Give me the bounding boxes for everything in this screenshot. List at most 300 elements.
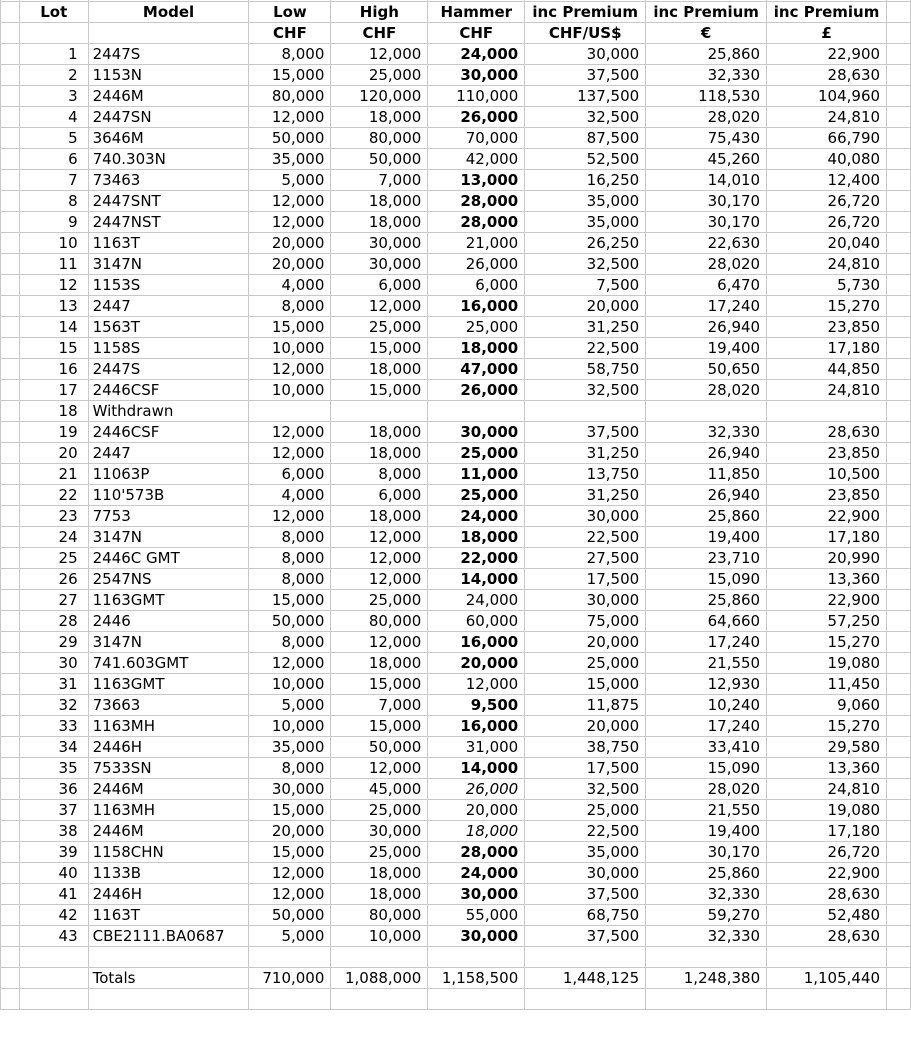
- premium-eur[interactable]: 15,090: [646, 569, 767, 590]
- low-estimate[interactable]: 20,000: [249, 821, 331, 842]
- high-estimate[interactable]: 18,000: [331, 653, 428, 674]
- high-estimate[interactable]: 12,000: [331, 548, 428, 569]
- high-estimate[interactable]: 18,000: [331, 506, 428, 527]
- model-cell[interactable]: 1163T: [88, 233, 249, 254]
- low-estimate[interactable]: 12,000: [249, 107, 331, 128]
- lot-number[interactable]: 34: [19, 737, 88, 758]
- premium-chf[interactable]: 38,750: [525, 737, 646, 758]
- empty-cell[interactable]: [887, 653, 911, 674]
- premium-gbp[interactable]: 23,850: [767, 443, 887, 464]
- high-estimate[interactable]: 15,000: [331, 338, 428, 359]
- lot-number[interactable]: 36: [19, 779, 88, 800]
- empty-cell[interactable]: [887, 758, 911, 779]
- lot-number[interactable]: 31: [19, 674, 88, 695]
- low-estimate[interactable]: 10,000: [249, 380, 331, 401]
- premium-eur[interactable]: [646, 401, 767, 422]
- empty-cell[interactable]: [88, 947, 249, 968]
- lot-number[interactable]: 12: [19, 275, 88, 296]
- model-cell[interactable]: 1153S: [88, 275, 249, 296]
- model-cell[interactable]: 1163T: [88, 905, 249, 926]
- high-estimate[interactable]: 12,000: [331, 569, 428, 590]
- premium-gbp[interactable]: 17,180: [767, 527, 887, 548]
- model-cell[interactable]: 1158CHN: [88, 842, 249, 863]
- lot-number[interactable]: 8: [19, 191, 88, 212]
- empty-cell[interactable]: [1, 842, 20, 863]
- premium-eur[interactable]: 64,660: [646, 611, 767, 632]
- column-header[interactable]: inc Premium: [525, 2, 646, 23]
- column-header[interactable]: [19, 23, 88, 44]
- empty-cell[interactable]: [19, 947, 88, 968]
- premium-gbp[interactable]: 52,480: [767, 905, 887, 926]
- low-estimate[interactable]: 4,000: [249, 485, 331, 506]
- premium-gbp[interactable]: 28,630: [767, 65, 887, 86]
- empty-cell[interactable]: [19, 989, 88, 1010]
- empty-cell[interactable]: [887, 674, 911, 695]
- high-estimate[interactable]: 80,000: [331, 128, 428, 149]
- lot-number[interactable]: 35: [19, 758, 88, 779]
- premium-chf[interactable]: 22,500: [525, 338, 646, 359]
- premium-gbp[interactable]: 44,850: [767, 359, 887, 380]
- lot-number[interactable]: 23: [19, 506, 88, 527]
- model-cell[interactable]: 1153N: [88, 65, 249, 86]
- high-estimate[interactable]: 120,000: [331, 86, 428, 107]
- low-estimate[interactable]: 12,000: [249, 212, 331, 233]
- premium-chf[interactable]: 35,000: [525, 212, 646, 233]
- empty-cell[interactable]: [887, 569, 911, 590]
- low-estimate[interactable]: [249, 401, 331, 422]
- empty-cell[interactable]: [887, 275, 911, 296]
- empty-cell[interactable]: [1, 737, 20, 758]
- model-cell[interactable]: CBE2111.BA0687: [88, 926, 249, 947]
- empty-cell[interactable]: [887, 737, 911, 758]
- model-cell[interactable]: 2447NST: [88, 212, 249, 233]
- total-low[interactable]: 710,000: [249, 968, 331, 989]
- empty-cell[interactable]: [331, 947, 428, 968]
- premium-chf[interactable]: 22,500: [525, 527, 646, 548]
- low-estimate[interactable]: 10,000: [249, 338, 331, 359]
- empty-cell[interactable]: [887, 947, 911, 968]
- premium-gbp[interactable]: 22,900: [767, 863, 887, 884]
- empty-cell[interactable]: [1, 716, 20, 737]
- premium-eur[interactable]: 32,330: [646, 884, 767, 905]
- model-cell[interactable]: 11063P: [88, 464, 249, 485]
- empty-cell[interactable]: [1, 590, 20, 611]
- model-cell[interactable]: 2447S: [88, 44, 249, 65]
- high-estimate[interactable]: 18,000: [331, 443, 428, 464]
- premium-gbp[interactable]: 20,040: [767, 233, 887, 254]
- empty-cell[interactable]: [1, 779, 20, 800]
- premium-eur[interactable]: 28,020: [646, 380, 767, 401]
- hammer-price[interactable]: 24,000: [428, 590, 525, 611]
- lot-number[interactable]: 19: [19, 422, 88, 443]
- low-estimate[interactable]: 8,000: [249, 548, 331, 569]
- empty-cell[interactable]: [887, 989, 911, 1010]
- hammer-price[interactable]: 13,000: [428, 170, 525, 191]
- low-estimate[interactable]: 30,000: [249, 779, 331, 800]
- column-header[interactable]: inc Premium: [767, 2, 887, 23]
- premium-chf[interactable]: 15,000: [525, 674, 646, 695]
- high-estimate[interactable]: 25,000: [331, 590, 428, 611]
- high-estimate[interactable]: 8,000: [331, 464, 428, 485]
- premium-eur[interactable]: 22,630: [646, 233, 767, 254]
- premium-gbp[interactable]: 15,270: [767, 716, 887, 737]
- model-cell[interactable]: 2447SNT: [88, 191, 249, 212]
- high-estimate[interactable]: 80,000: [331, 611, 428, 632]
- empty-cell[interactable]: [1, 422, 20, 443]
- empty-cell[interactable]: [1, 128, 20, 149]
- model-cell[interactable]: Withdrawn: [88, 401, 249, 422]
- lot-number[interactable]: 28: [19, 611, 88, 632]
- empty-cell[interactable]: [887, 695, 911, 716]
- low-estimate[interactable]: 35,000: [249, 737, 331, 758]
- premium-chf[interactable]: 52,500: [525, 149, 646, 170]
- empty-cell[interactable]: [887, 86, 911, 107]
- empty-cell[interactable]: [1, 485, 20, 506]
- premium-gbp[interactable]: 104,960: [767, 86, 887, 107]
- high-estimate[interactable]: 6,000: [331, 485, 428, 506]
- hammer-price[interactable]: 16,000: [428, 296, 525, 317]
- empty-cell[interactable]: [887, 779, 911, 800]
- total-premium-gbp[interactable]: 1,105,440: [767, 968, 887, 989]
- model-cell[interactable]: 2447SN: [88, 107, 249, 128]
- lot-number[interactable]: 20: [19, 443, 88, 464]
- low-estimate[interactable]: 5,000: [249, 695, 331, 716]
- premium-chf[interactable]: 30,000: [525, 44, 646, 65]
- model-cell[interactable]: 1163MH: [88, 800, 249, 821]
- premium-eur[interactable]: 14,010: [646, 170, 767, 191]
- premium-gbp[interactable]: [767, 401, 887, 422]
- empty-cell[interactable]: [1, 821, 20, 842]
- low-estimate[interactable]: 15,000: [249, 317, 331, 338]
- premium-chf[interactable]: 7,500: [525, 275, 646, 296]
- empty-cell[interactable]: [1, 674, 20, 695]
- low-estimate[interactable]: 12,000: [249, 191, 331, 212]
- hammer-price[interactable]: 110,000: [428, 86, 525, 107]
- hammer-price[interactable]: 28,000: [428, 212, 525, 233]
- premium-gbp[interactable]: 22,900: [767, 590, 887, 611]
- column-header[interactable]: [88, 23, 249, 44]
- high-estimate[interactable]: 10,000: [331, 926, 428, 947]
- premium-gbp[interactable]: 22,900: [767, 44, 887, 65]
- low-estimate[interactable]: 8,000: [249, 527, 331, 548]
- empty-cell[interactable]: [887, 506, 911, 527]
- model-cell[interactable]: 3147N: [88, 632, 249, 653]
- premium-gbp[interactable]: 20,990: [767, 548, 887, 569]
- premium-eur[interactable]: 25,860: [646, 590, 767, 611]
- model-cell[interactable]: 2446H: [88, 884, 249, 905]
- low-estimate[interactable]: 12,000: [249, 422, 331, 443]
- empty-cell[interactable]: [1, 338, 20, 359]
- hammer-price[interactable]: 60,000: [428, 611, 525, 632]
- empty-cell[interactable]: [887, 212, 911, 233]
- empty-cell[interactable]: [428, 947, 525, 968]
- premium-eur[interactable]: 6,470: [646, 275, 767, 296]
- empty-cell[interactable]: [428, 989, 525, 1010]
- premium-eur[interactable]: 50,650: [646, 359, 767, 380]
- empty-cell[interactable]: [1, 527, 20, 548]
- premium-eur[interactable]: 25,860: [646, 506, 767, 527]
- low-estimate[interactable]: 12,000: [249, 506, 331, 527]
- empty-cell[interactable]: [331, 989, 428, 1010]
- lot-number[interactable]: 14: [19, 317, 88, 338]
- premium-gbp[interactable]: 24,810: [767, 107, 887, 128]
- hammer-price[interactable]: 26,000: [428, 107, 525, 128]
- lot-number[interactable]: 18: [19, 401, 88, 422]
- hammer-price[interactable]: 24,000: [428, 44, 525, 65]
- hammer-price[interactable]: 31,000: [428, 737, 525, 758]
- premium-eur[interactable]: 75,430: [646, 128, 767, 149]
- hammer-price[interactable]: 12,000: [428, 674, 525, 695]
- premium-eur[interactable]: 32,330: [646, 926, 767, 947]
- model-cell[interactable]: 2447: [88, 443, 249, 464]
- lot-number[interactable]: 24: [19, 527, 88, 548]
- empty-cell[interactable]: [887, 296, 911, 317]
- lot-number[interactable]: 15: [19, 338, 88, 359]
- high-estimate[interactable]: 18,000: [331, 191, 428, 212]
- model-cell[interactable]: 1163GMT: [88, 674, 249, 695]
- high-estimate[interactable]: 12,000: [331, 632, 428, 653]
- premium-gbp[interactable]: 24,810: [767, 254, 887, 275]
- model-cell[interactable]: 2446C GMT: [88, 548, 249, 569]
- empty-cell[interactable]: [1, 23, 20, 44]
- empty-cell[interactable]: [1, 758, 20, 779]
- model-cell[interactable]: 3646M: [88, 128, 249, 149]
- model-cell[interactable]: 2446M: [88, 779, 249, 800]
- low-estimate[interactable]: 8,000: [249, 569, 331, 590]
- low-estimate[interactable]: 12,000: [249, 443, 331, 464]
- low-estimate[interactable]: 12,000: [249, 884, 331, 905]
- model-cell[interactable]: 73463: [88, 170, 249, 191]
- premium-gbp[interactable]: 9,060: [767, 695, 887, 716]
- empty-cell[interactable]: [887, 149, 911, 170]
- high-estimate[interactable]: 18,000: [331, 884, 428, 905]
- high-estimate[interactable]: 15,000: [331, 716, 428, 737]
- column-header[interactable]: CHF: [249, 23, 331, 44]
- empty-cell[interactable]: [887, 170, 911, 191]
- low-estimate[interactable]: 20,000: [249, 254, 331, 275]
- empty-cell[interactable]: [1, 107, 20, 128]
- total-high[interactable]: 1,088,000: [331, 968, 428, 989]
- empty-cell[interactable]: [887, 359, 911, 380]
- lot-number[interactable]: 1: [19, 44, 88, 65]
- premium-gbp[interactable]: 15,270: [767, 296, 887, 317]
- empty-cell[interactable]: [1, 989, 20, 1010]
- hammer-price[interactable]: 25,000: [428, 317, 525, 338]
- model-cell[interactable]: 7753: [88, 506, 249, 527]
- lot-number[interactable]: 37: [19, 800, 88, 821]
- hammer-price[interactable]: 26,000: [428, 254, 525, 275]
- empty-cell[interactable]: [887, 968, 911, 989]
- high-estimate[interactable]: 50,000: [331, 149, 428, 170]
- empty-cell[interactable]: [19, 968, 88, 989]
- lot-number[interactable]: 11: [19, 254, 88, 275]
- premium-chf[interactable]: 20,000: [525, 716, 646, 737]
- low-estimate[interactable]: 5,000: [249, 170, 331, 191]
- empty-cell[interactable]: [249, 989, 331, 1010]
- empty-cell[interactable]: [887, 254, 911, 275]
- hammer-price[interactable]: 18,000: [428, 527, 525, 548]
- hammer-price[interactable]: 30,000: [428, 884, 525, 905]
- empty-cell[interactable]: [887, 443, 911, 464]
- lot-number[interactable]: 13: [19, 296, 88, 317]
- lot-number[interactable]: 7: [19, 170, 88, 191]
- empty-cell[interactable]: [887, 107, 911, 128]
- model-cell[interactable]: 2447: [88, 296, 249, 317]
- empty-cell[interactable]: [887, 191, 911, 212]
- premium-eur[interactable]: 26,940: [646, 485, 767, 506]
- empty-cell[interactable]: [88, 989, 249, 1010]
- low-estimate[interactable]: 8,000: [249, 632, 331, 653]
- hammer-price[interactable]: 25,000: [428, 443, 525, 464]
- hammer-price[interactable]: 30,000: [428, 926, 525, 947]
- premium-eur[interactable]: 30,170: [646, 191, 767, 212]
- hammer-price[interactable]: 26,000: [428, 779, 525, 800]
- premium-eur[interactable]: 28,020: [646, 779, 767, 800]
- lot-number[interactable]: 26: [19, 569, 88, 590]
- empty-cell[interactable]: [887, 464, 911, 485]
- high-estimate[interactable]: 18,000: [331, 359, 428, 380]
- empty-cell[interactable]: [887, 632, 911, 653]
- low-estimate[interactable]: 6,000: [249, 464, 331, 485]
- low-estimate[interactable]: 8,000: [249, 758, 331, 779]
- premium-eur[interactable]: 26,940: [646, 443, 767, 464]
- premium-gbp[interactable]: 10,500: [767, 464, 887, 485]
- model-cell[interactable]: 741.603GMT: [88, 653, 249, 674]
- premium-eur[interactable]: 28,020: [646, 107, 767, 128]
- premium-gbp[interactable]: 24,810: [767, 779, 887, 800]
- premium-eur[interactable]: 32,330: [646, 422, 767, 443]
- premium-gbp[interactable]: 26,720: [767, 191, 887, 212]
- premium-eur[interactable]: 15,090: [646, 758, 767, 779]
- lot-number[interactable]: 40: [19, 863, 88, 884]
- column-header[interactable]: Hammer: [428, 2, 525, 23]
- total-hammer[interactable]: 1,158,500: [428, 968, 525, 989]
- premium-eur[interactable]: 45,260: [646, 149, 767, 170]
- model-cell[interactable]: 1163MH: [88, 716, 249, 737]
- premium-gbp[interactable]: 29,580: [767, 737, 887, 758]
- empty-cell[interactable]: [1, 947, 20, 968]
- high-estimate[interactable]: 18,000: [331, 863, 428, 884]
- empty-cell[interactable]: [887, 590, 911, 611]
- model-cell[interactable]: 2446CSF: [88, 422, 249, 443]
- premium-chf[interactable]: 25,000: [525, 800, 646, 821]
- hammer-price[interactable]: [428, 401, 525, 422]
- empty-cell[interactable]: [887, 422, 911, 443]
- premium-gbp[interactable]: 11,450: [767, 674, 887, 695]
- empty-cell[interactable]: [887, 842, 911, 863]
- premium-chf[interactable]: 17,500: [525, 758, 646, 779]
- hammer-price[interactable]: 25,000: [428, 485, 525, 506]
- premium-eur[interactable]: 30,170: [646, 212, 767, 233]
- premium-chf[interactable]: 32,500: [525, 254, 646, 275]
- premium-chf[interactable]: 32,500: [525, 380, 646, 401]
- premium-eur[interactable]: 118,530: [646, 86, 767, 107]
- hammer-price[interactable]: 14,000: [428, 758, 525, 779]
- lot-number[interactable]: 22: [19, 485, 88, 506]
- empty-cell[interactable]: [1, 2, 20, 23]
- low-estimate[interactable]: 50,000: [249, 128, 331, 149]
- low-estimate[interactable]: 15,000: [249, 65, 331, 86]
- lot-number[interactable]: 25: [19, 548, 88, 569]
- hammer-price[interactable]: 20,000: [428, 800, 525, 821]
- model-cell[interactable]: 2447S: [88, 359, 249, 380]
- empty-cell[interactable]: [1, 968, 20, 989]
- empty-cell[interactable]: [1, 884, 20, 905]
- empty-cell[interactable]: [1, 653, 20, 674]
- premium-gbp[interactable]: 13,360: [767, 569, 887, 590]
- empty-cell[interactable]: [646, 989, 767, 1010]
- empty-cell[interactable]: [249, 947, 331, 968]
- premium-gbp[interactable]: 28,630: [767, 422, 887, 443]
- empty-cell[interactable]: [887, 65, 911, 86]
- premium-eur[interactable]: 11,850: [646, 464, 767, 485]
- premium-eur[interactable]: 21,550: [646, 800, 767, 821]
- empty-cell[interactable]: [1, 191, 20, 212]
- column-header[interactable]: CHF: [428, 23, 525, 44]
- premium-gbp[interactable]: 57,250: [767, 611, 887, 632]
- premium-chf[interactable]: 16,250: [525, 170, 646, 191]
- high-estimate[interactable]: 25,000: [331, 65, 428, 86]
- premium-chf[interactable]: 26,250: [525, 233, 646, 254]
- empty-cell[interactable]: [1, 611, 20, 632]
- premium-eur[interactable]: 19,400: [646, 821, 767, 842]
- empty-cell[interactable]: [887, 338, 911, 359]
- low-estimate[interactable]: 15,000: [249, 590, 331, 611]
- hammer-price[interactable]: 11,000: [428, 464, 525, 485]
- premium-eur[interactable]: 19,400: [646, 338, 767, 359]
- empty-cell[interactable]: [887, 2, 911, 23]
- empty-cell[interactable]: [887, 884, 911, 905]
- empty-cell[interactable]: [1, 632, 20, 653]
- empty-cell[interactable]: [1, 443, 20, 464]
- lot-number[interactable]: 42: [19, 905, 88, 926]
- premium-chf[interactable]: 22,500: [525, 821, 646, 842]
- high-estimate[interactable]: 25,000: [331, 800, 428, 821]
- premium-chf[interactable]: 30,000: [525, 506, 646, 527]
- premium-chf[interactable]: 75,000: [525, 611, 646, 632]
- premium-chf[interactable]: 137,500: [525, 86, 646, 107]
- empty-cell[interactable]: [1, 254, 20, 275]
- premium-chf[interactable]: 27,500: [525, 548, 646, 569]
- premium-eur[interactable]: 33,410: [646, 737, 767, 758]
- premium-chf[interactable]: 37,500: [525, 926, 646, 947]
- lot-number[interactable]: 9: [19, 212, 88, 233]
- empty-cell[interactable]: [887, 716, 911, 737]
- model-cell[interactable]: 2446: [88, 611, 249, 632]
- hammer-price[interactable]: 47,000: [428, 359, 525, 380]
- hammer-price[interactable]: 9,500: [428, 695, 525, 716]
- premium-chf[interactable]: 31,250: [525, 443, 646, 464]
- high-estimate[interactable]: 7,000: [331, 170, 428, 191]
- hammer-price[interactable]: 16,000: [428, 716, 525, 737]
- total-premium-eur[interactable]: 1,248,380: [646, 968, 767, 989]
- empty-cell[interactable]: [887, 926, 911, 947]
- empty-cell[interactable]: [887, 128, 911, 149]
- premium-chf[interactable]: 37,500: [525, 65, 646, 86]
- premium-gbp[interactable]: 5,730: [767, 275, 887, 296]
- model-cell[interactable]: 2446M: [88, 86, 249, 107]
- model-cell[interactable]: 2446CSF: [88, 380, 249, 401]
- low-estimate[interactable]: 20,000: [249, 233, 331, 254]
- lot-number[interactable]: 2: [19, 65, 88, 86]
- model-cell[interactable]: 740.303N: [88, 149, 249, 170]
- empty-cell[interactable]: [887, 485, 911, 506]
- column-header[interactable]: CHF/US$: [525, 23, 646, 44]
- high-estimate[interactable]: 12,000: [331, 296, 428, 317]
- premium-chf[interactable]: 11,875: [525, 695, 646, 716]
- premium-chf[interactable]: 20,000: [525, 296, 646, 317]
- hammer-price[interactable]: 6,000: [428, 275, 525, 296]
